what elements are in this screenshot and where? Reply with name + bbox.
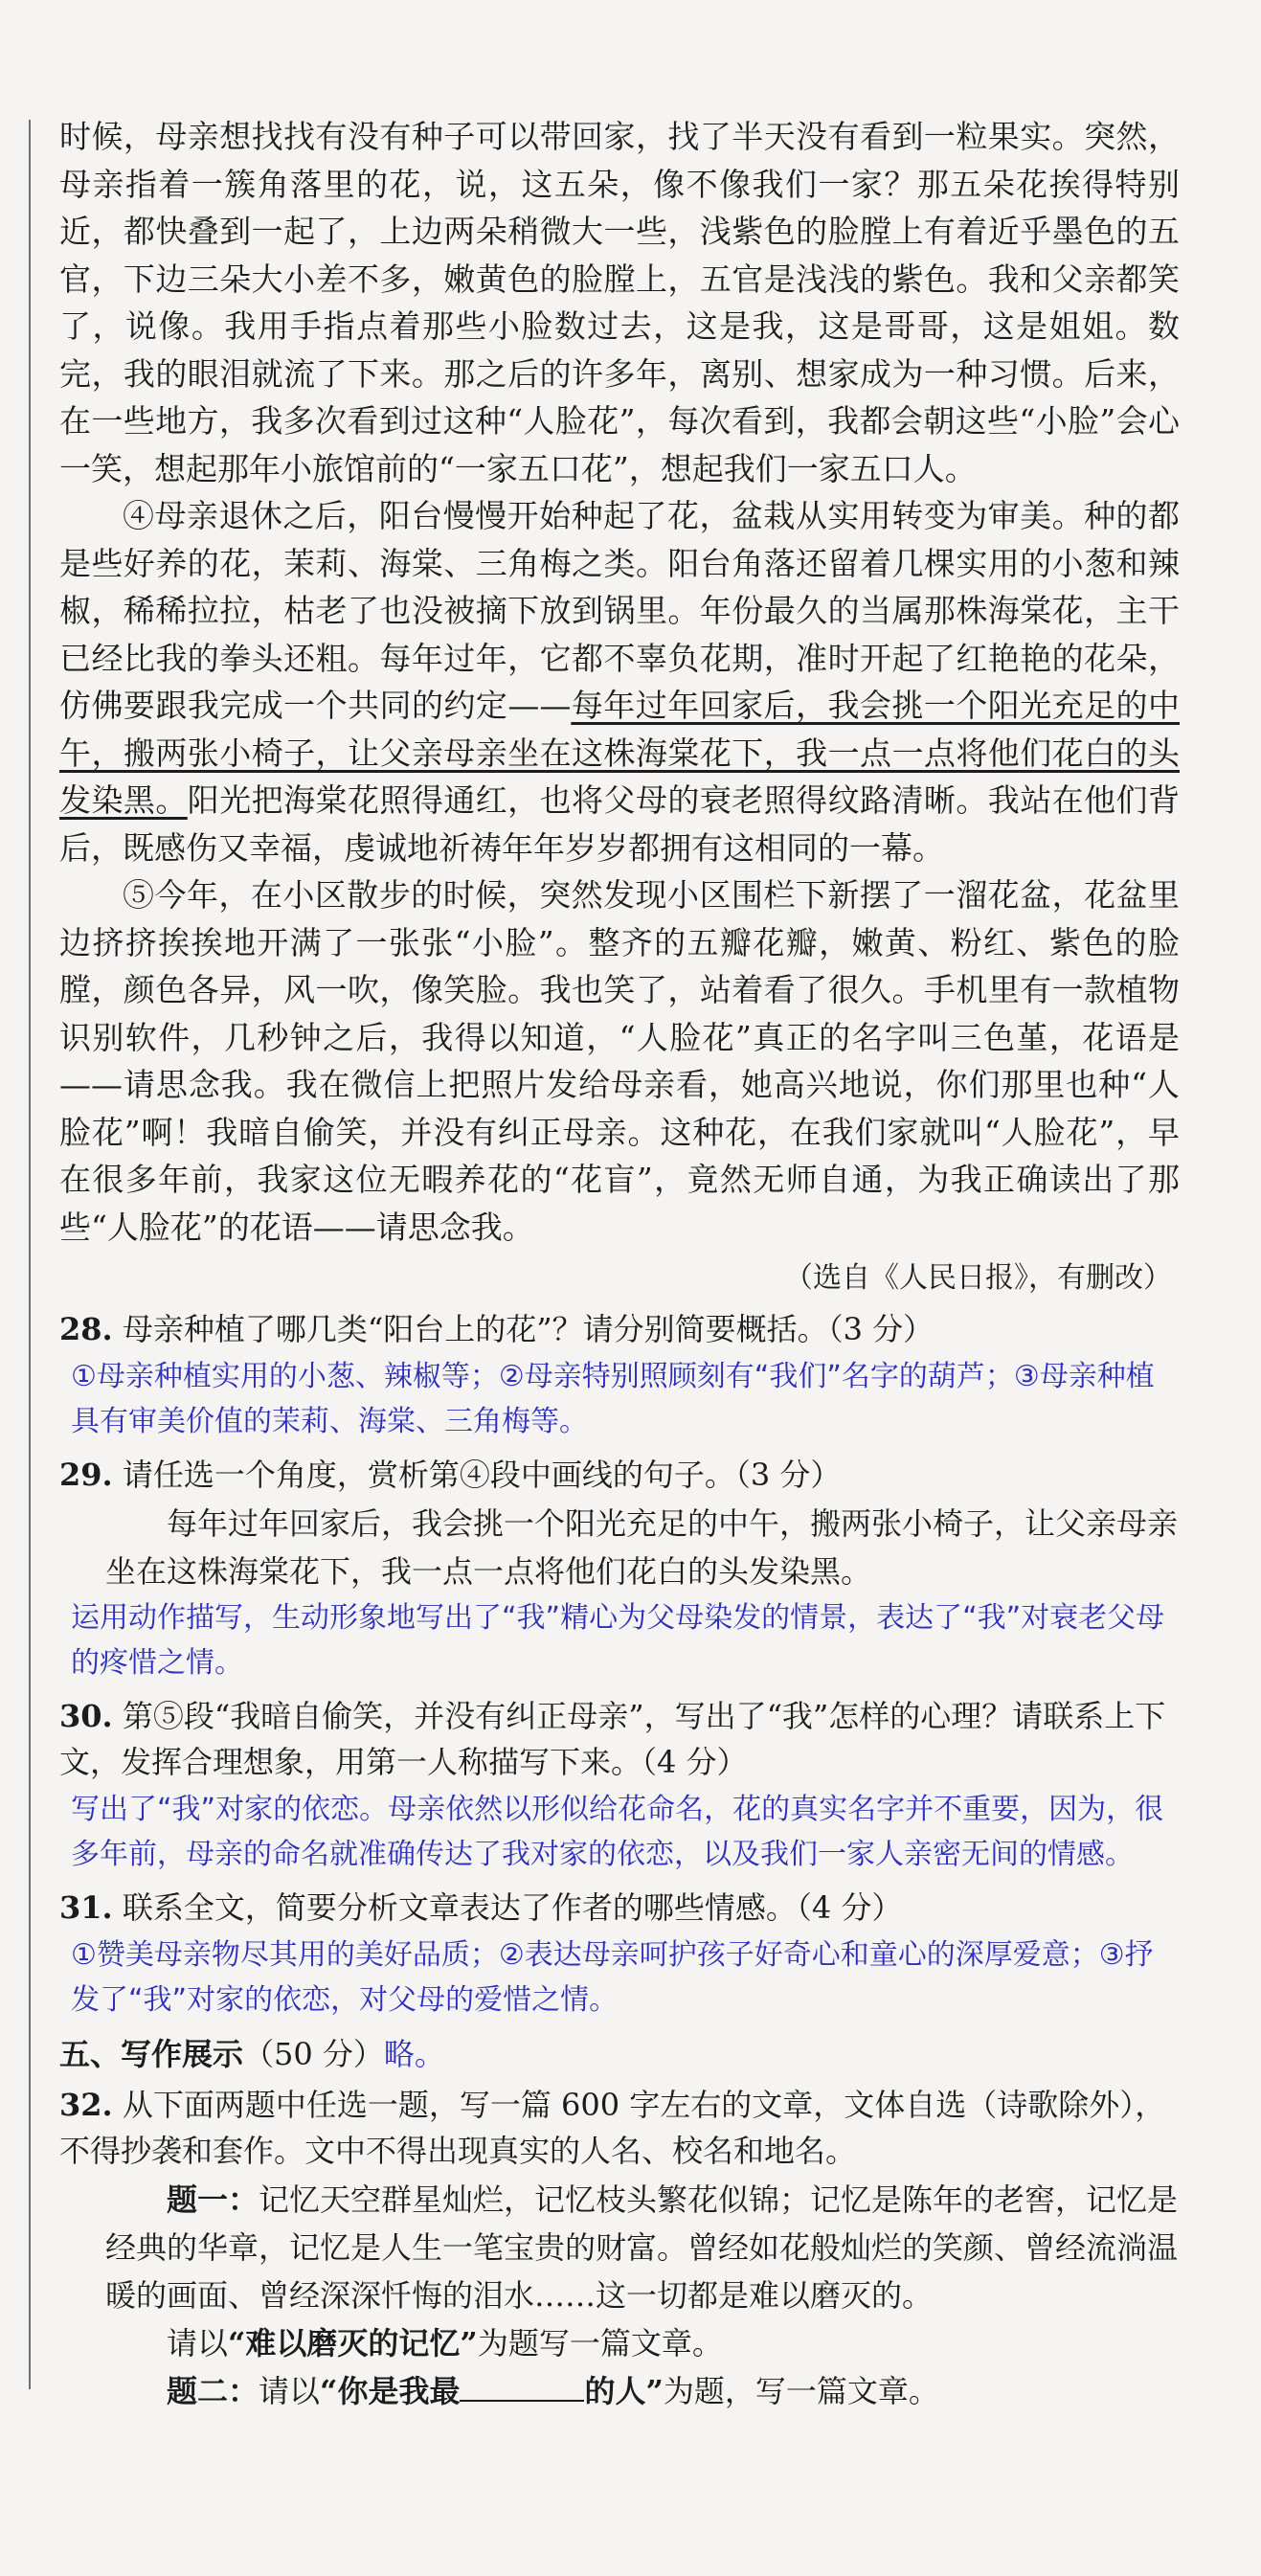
- answer-28: ①母亲种植实用的小葱、辣椒等；②母亲特别照顾刻有“我们”名字的葫芦；③母亲种植具有审美价值的茉莉、海棠、三角梅等。: [71, 1360, 1155, 1438]
- topic-1-req-pre: 请以: [167, 2325, 229, 2361]
- topic-1-title: “难以磨灭的记忆”: [228, 2325, 478, 2361]
- answer-29: 运用动作描写，生动形象地写出了“我”精心为父母染发的情景，表达了“我”对衰老父母的疼惜之情。: [71, 1601, 1165, 1680]
- topic-1-text: 记忆天空群星灿烂，记忆枝头繁花似锦；记忆是陈年的老窖，记忆是经典的华章，记忆是人生一笔宝贵的财富。曾经如花般灿烂的笑颜、曾经流淌温暖的画面、曾经深深忏悔的泪水……这一切都是难以磨灭的。: [105, 2181, 1179, 2314]
- exam-page: [59, 113, 1180, 2415]
- para4-underlined-sentence: 每年过年回家后，我会挑一个阳光充足的中午，搬两张小椅子，让父亲母亲坐在这株海棠花下，我一点一点将他们花白的头发染黑。: [59, 687, 1181, 819]
- section-title: 五、写作展示: [59, 2036, 244, 2072]
- question-text: 联系全文，简要分析文章表达了作者的哪些情感。（4 分）: [122, 1889, 903, 1926]
- quoted-sentence-text: 每年过年回家后，我会挑一个阳光充足的中午，搬两张小椅子，让父亲母亲坐在这株海棠花下，我一点一点将他们花白的头发染黑。: [105, 1505, 1179, 1590]
- topic-1: [59, 2176, 1180, 2319]
- topic-2: [59, 2367, 1180, 2415]
- passage-paragraph-3-tail: 时候，母亲想找找有没有种子可以带回家，找了半天没有看到一粒果实。突然，母亲指着一簇角落里的花，说，这五朵，像不像我们一家？那五朵花挨得特别近，都快叠到一起了，上边两朵稍微大一些，浅紫色的脸膛上有着近乎墨色的五官，下边三朵大小差不多，嫩黄色的脸膛上，五官是浅浅的紫色。我和父亲都笑了，说像。我用手指点着那些小脸数过去，这是我，这是哥哥，这是姐姐。数完，我的眼泪就流了下来。那之后的许多年，离别、想家成为一种习惯。后来，在一些地方，我多次看到过这种“人脸花”，每次看到，我都会朝这些“小脸”会心一笑，想起那年小旅馆前的“一家五口花”，想起我们一家五口人。: [59, 118, 1180, 487]
- topic-2-pre: 请以: [259, 2373, 321, 2409]
- question-29: [59, 1452, 1180, 1498]
- question-number: 29.: [59, 1457, 113, 1493]
- topic-2-label: 题二：: [167, 2373, 259, 2409]
- question-text: 第⑤段“我暗自偷笑，并没有纠正母亲”，写出了“我”怎样的心理？请联系上下文，发挥合理想象，用第一人称描写下来。（4 分）: [59, 1698, 1166, 1780]
- topic-2-post: 为题，写一篇文章。: [663, 2373, 939, 2409]
- question-31: [59, 1885, 1180, 1931]
- question-number: 28.: [59, 1311, 113, 1347]
- question-text: 请任选一个角度，赏析第④段中画线的句子。（3 分）: [122, 1457, 842, 1493]
- question-28: [59, 1306, 1180, 1352]
- quoted-sentence-29: [59, 1500, 1180, 1595]
- answer-30: 写出了“我”对家的依恋。母亲依然以形似给花命名，花的真实名字并不重要，因为，很多年前，母亲的命名就准确传达了我对家的依恋，以及我们一家人亲密无间的情感。: [71, 1793, 1164, 1871]
- topic-1-requirement: [59, 2319, 1180, 2367]
- para4-text-before: ④母亲退休之后，阳台慢慢开始种起了花，盆栽从实用转变为审美。种的都是些好养的花，茉莉、海棠、三角梅之类。阳台角落还留着几棵实用的小葱和辣椒，稀稀拉拉，枯老了也没被摘下放到锅里。年份最久的当属那株海棠花，主干已经比我的拳头还粗。每年过年，它都不辜负花期，准时开起了红艳艳的花朵，仿佛要跟我完成一个共同的约定——: [59, 497, 1180, 724]
- topic-2-blank: [460, 2371, 584, 2402]
- topic-1-req-post: 为题写一篇文章。: [477, 2325, 723, 2361]
- question-30: [59, 1693, 1180, 1785]
- topic-2-title-b: 的人”: [584, 2373, 664, 2409]
- topic-2-title-a: “你是我最: [320, 2373, 461, 2409]
- left-margin-rule: [29, 120, 31, 2389]
- section-hint: 略。: [383, 2036, 445, 2072]
- question-number: 30.: [59, 1698, 113, 1734]
- passage-paragraph-4: [59, 492, 1180, 871]
- passage-source: （选自《人民日报》，有删改）: [784, 1261, 1172, 1295]
- section-score: （50 分）: [243, 2036, 384, 2072]
- question-32: [59, 2082, 1180, 2174]
- question-text: 从下面两题中任选一题，写一篇 600 字左右的文章，文体自选（诗歌除外），不得抄袭和套作。文中不得出现真实的人名、校名和地名。: [59, 2087, 1166, 2169]
- question-number: 31.: [59, 1889, 113, 1926]
- section-5-header: [59, 2030, 1180, 2078]
- question-text: 母亲种植了哪几类“阳台上的花”？请分别简要概括。（3 分）: [122, 1311, 934, 1347]
- topic-1-label: 题一：: [167, 2181, 259, 2218]
- para4-text-after: 阳光把海棠花照得通红，也将父母的衰老照得纹路清晰。我站在他们背后，既感伤又幸福，虔诚地祈祷年年岁岁都拥有这相同的一幕。: [59, 781, 1181, 867]
- answer-31: ①赞美母亲物尽其用的美好品质；②表达母亲呵护孩子好奇心和童心的深厚爱意；③抒发了“我”对家的依恋，对父母的爱惜之情。: [71, 1938, 1154, 2017]
- question-number: 32.: [59, 2087, 113, 2123]
- passage-paragraph-5: ⑤今年，在小区散步的时候，突然发现小区围栏下新摆了一溜花盆，花盆里边挤挤挨挨地开满了一张张“小脸”。整齐的五瓣花瓣，嫩黄、粉红、紫色的脸膛，颜色各异，风一吹，像笑脸。我也笑了，站着看了很久。手机里有一款植物识别软件，几秒钟之后，我得以知道，“人脸花”真正的名字叫三色堇，花语是——请思念我。我在微信上把照片发给母亲看，她高兴地说，你们那里也种“人脸花”啊！我暗自偷笑，并没有纠正母亲。这种花，在我们家就叫“人脸花”，早在很多年前，我家这位无暇养花的“花盲”，竟然无师自通，为我正确读出了那些“人脸花”的花语——请思念我。: [59, 876, 1180, 1246]
